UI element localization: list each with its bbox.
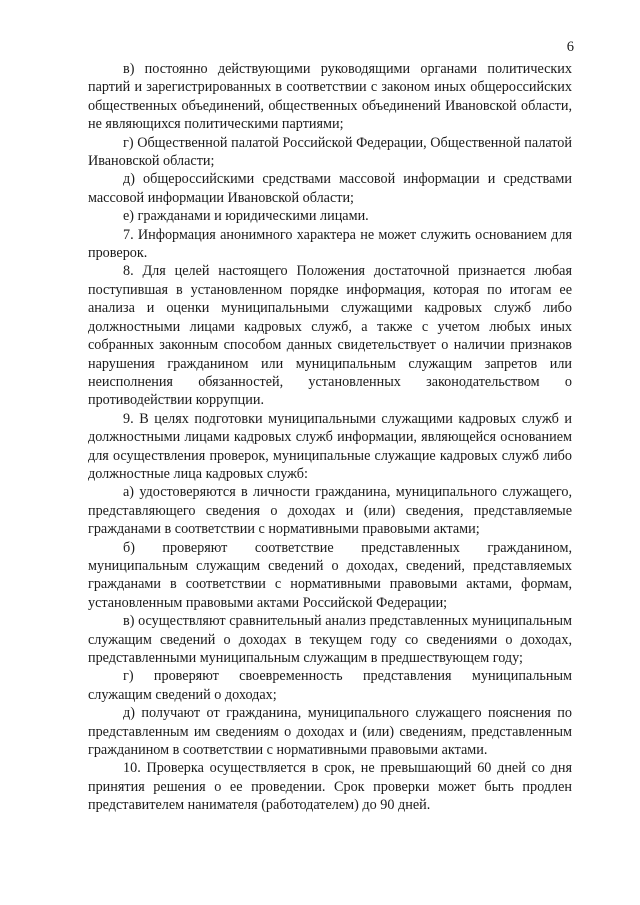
paragraph-9b-compliance: б) проверяют соответствие представленных гражданином, муниципальным служащим сведений о доходах, сведений, представляемых гражданами в соответствии с нормативными правовыми актами, формам, установленным правовыми актами Российской Федерации; [88,539,572,611]
paragraph-9g-timeliness: г) проверяют своевременность представления муниципальным служащим сведений о доходах; [88,668,572,703]
paragraph-9-preparation: 9. В целях подготовки муниципальными служащими кадровых служб и должностными лицами кадровых служб информации, являющейся основанием для осуществления проверок, муниципальные служащие кадровых служб либо должностные лица кадровых служб: [88,410,572,482]
paragraph-7-anonymous-info: 7. Информация анонимного характера не может служить основанием для проверок. [88,226,572,262]
paragraph-10-term: 10. Проверка осуществляется в срок, не превышающий 60 дней со дня принятия решения о ее проведении. Срок проверки может быть продлен представителем нанимателя (работодателем) до 90 дней. [88,760,572,814]
document-body [88,60,572,815]
paragraph-8-sufficient-info: 8. Для целей настоящего Положения достаточной признается любая поступившая в установленном порядке информация, которая по итогам ее анализа и оценки муниципальными служащими кадровых служб либо должностными лицами кадровых служб, а также с учетом любых иных собранных законным способом данных свидетельствует о наличии признаков нарушения гражданином или муниципальным служащим запретов или неисполнения обязанностей, установленных законодательством о противодействии коррупции. [88,263,572,409]
paragraph-9d-explanations: д) получают от гражданина, муниципального служащего пояснения по представленным им сведениям о доходах и (или) сведениям, представленным гражданином в соответствии с нормативными правовыми актами. [88,705,572,759]
paragraph-9v-comparative-analysis: в) осуществляют сравнительный анализ представленных муниципальным служащим сведений о доходах в текущем году со сведениями о доходах, представленными муниципальным служащим в предшествующем году; [88,613,572,666]
paragraph-e-citizens: е) гражданами и юридическими лицами. [123,208,369,225]
paragraph-v-political-parties: в) постоянно действующими руководящими органами политических партий и зарегистрированных в соответствии с законом иных общероссийских общественных объединений, общественных объединений Ивановской области, не являющихся политическими партиями; [88,61,572,133]
paragraph-d-mass-media: д) общероссийскими средствами массовой информации и средствами массовой информации Ивановской области; [88,171,572,206]
page-number: 6 [566,39,574,55]
paragraph-9a-identity: а) удостоверяются в личности гражданина, муниципального служащего, представляющего сведения о доходах и (или) сведения, представляемые гражданами в соответствии с нормативными правовыми актами; [88,484,572,538]
paragraph-g-public-chamber: г) Общественной палатой Российской Федерации, Общественной палатой Ивановской области; [88,134,572,170]
